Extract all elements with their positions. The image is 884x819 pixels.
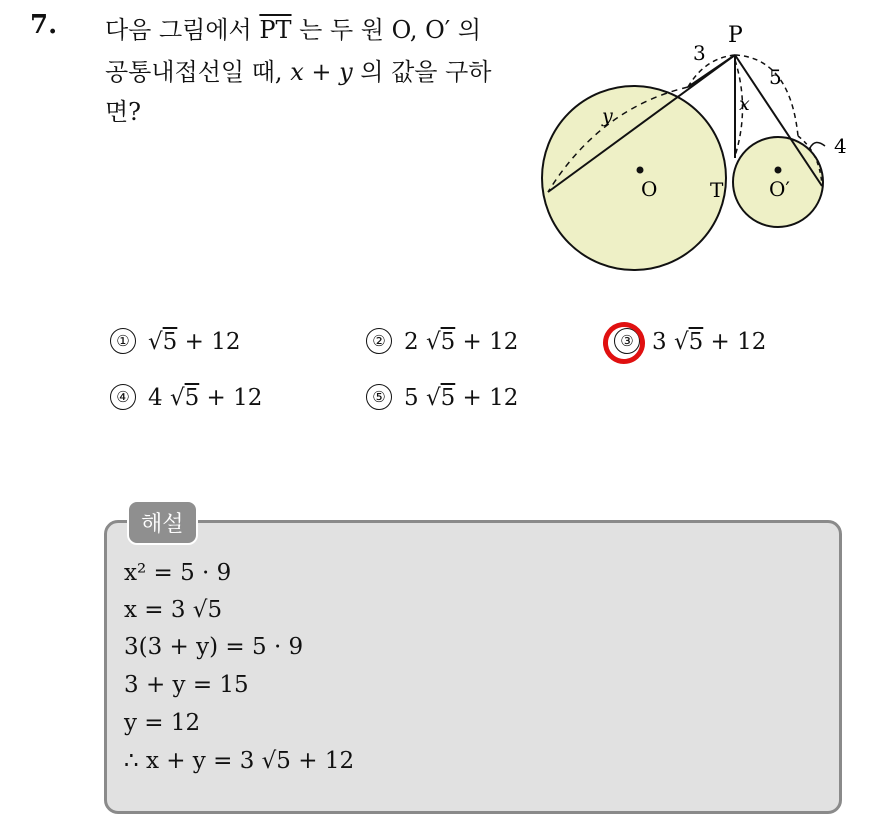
choice-4[interactable]: ④ 4 √5 + 12 — [110, 384, 262, 411]
solution-line-4: 3 + y = 15 — [124, 672, 249, 698]
segment-pt: $\overline{PT}$ — [259, 16, 292, 44]
center-o-dot — [637, 167, 644, 174]
center-o-prime-dot — [775, 167, 782, 174]
label-o-prime: O′ — [769, 177, 790, 201]
solution-tab: 해설 — [127, 500, 198, 545]
solution-line-6: ∴ x + y = 3 √5 + 12 — [124, 748, 355, 774]
pointer-4 — [810, 142, 825, 148]
label-4: 4 — [834, 134, 847, 158]
choice-number: ⑤ — [366, 384, 392, 410]
circle-o — [542, 86, 726, 270]
solution-line-1: x² = 5 · 9 — [124, 560, 232, 586]
question-text: 공통내접선일 때, — [105, 58, 291, 86]
label-o: O — [641, 177, 658, 201]
label-5: 5 — [769, 65, 782, 89]
label-t: T — [710, 178, 724, 202]
choice-number: ② — [366, 328, 392, 354]
answer-circle-mark — [600, 319, 647, 366]
question-number: 7. — [30, 10, 58, 40]
question-text: 다음 그림에서 — [105, 16, 260, 44]
label-y: y — [602, 105, 613, 127]
question-line-3: 면? — [105, 98, 142, 126]
choice-1[interactable]: ① √5 + 12 — [110, 328, 240, 355]
choice-5[interactable]: ⑤ 5 √5 + 12 — [366, 384, 518, 411]
label-p: P — [728, 23, 743, 48]
solution-line-3: 3(3 + y) = 5 · 9 — [124, 634, 304, 660]
question-text: 는 두 원 O, O′ 의 — [291, 16, 482, 44]
expression-x-plus-y: x + y — [290, 58, 353, 86]
label-x: x — [739, 93, 750, 115]
solution-line-5: y = 12 — [124, 710, 201, 736]
choice-number: ① — [110, 328, 136, 354]
label-3: 3 — [693, 41, 706, 65]
solution-line-2: x = 3 √5 — [124, 597, 223, 623]
choice-number: ③ — [614, 328, 640, 354]
choice-number: ④ — [110, 384, 136, 410]
question-text: 의 값을 구하 — [352, 58, 492, 86]
choice-2[interactable]: ② 2 √5 + 12 — [366, 328, 518, 355]
tangent-circles-figure — [540, 18, 855, 273]
choice-3[interactable]: ③ 3 √5 + 12 — [614, 328, 766, 355]
question-line-2 — [105, 52, 491, 87]
question-line-1 — [105, 10, 481, 45]
